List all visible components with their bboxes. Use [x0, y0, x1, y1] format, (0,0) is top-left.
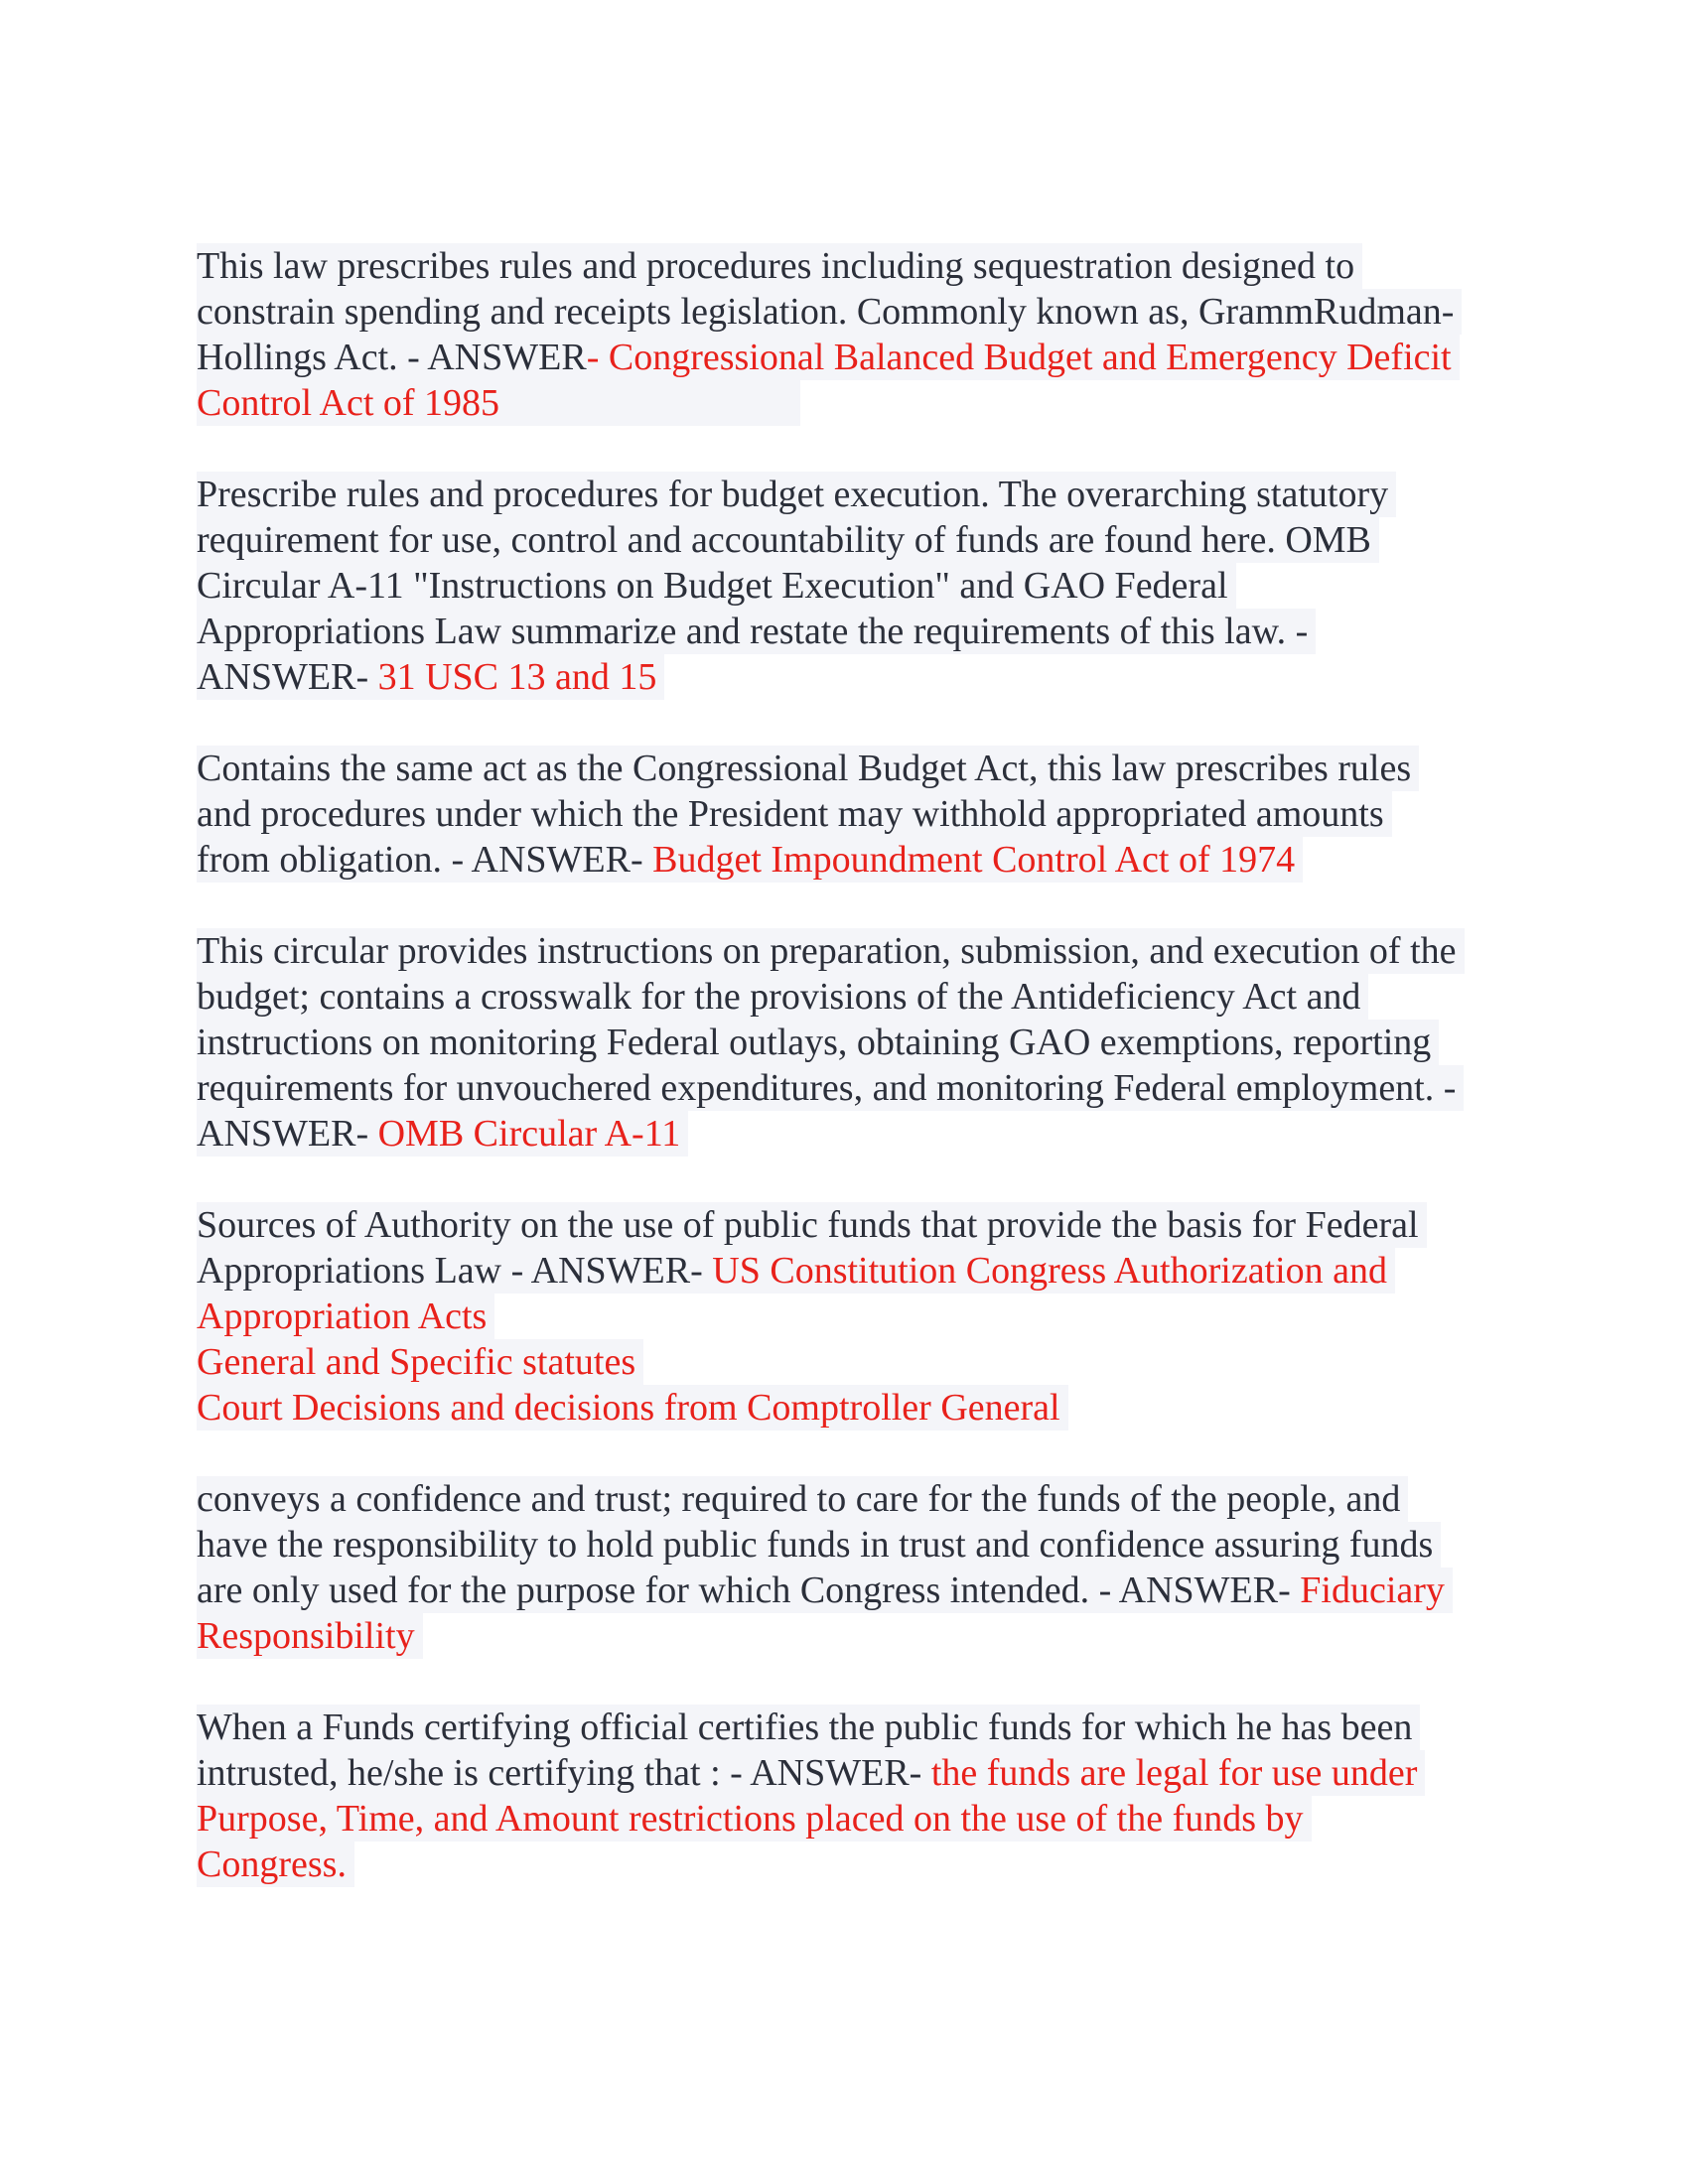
answer-line: Control Act of 1985 [197, 380, 800, 426]
question-text: Hollings Act. - ANSWER [197, 337, 587, 378]
qa-line-mixed [197, 335, 1460, 380]
question-line: and procedures under which the President may withhold appropriated amounts [197, 791, 1392, 837]
qa-item-3 [197, 746, 1497, 883]
question-line: Sources of Authority on the use of public funds that provide the basis for Federal [197, 1202, 1427, 1248]
answer-line: Responsibility [197, 1613, 423, 1659]
qa-line-mixed [197, 1568, 1453, 1613]
question-line: requirement for use, control and accountability of funds are found here. OMB [197, 517, 1379, 563]
question-line: have the responsibility to hold public funds in trust and confidence assuring funds [197, 1522, 1441, 1568]
document-page [197, 243, 1497, 1933]
question-line: Contains the same act as the Congressional Budget Act, this law prescribes rules [197, 746, 1419, 791]
answer-line: Court Decisions and decisions from Comptroller General [197, 1385, 1068, 1431]
answer-line: Congress. [197, 1842, 354, 1887]
question-text: are only used for the purpose for which Congress intended. - ANSWER- [197, 1570, 1301, 1611]
question-line: conveys a confidence and trust; required to care for the funds of the people, and [197, 1476, 1408, 1522]
answer-text: the funds are legal for use under [930, 1752, 1418, 1794]
qa-item-4 [197, 928, 1497, 1157]
answer-line: General and Specific statutes [197, 1339, 643, 1385]
question-text: intrusted, he/she is certifying that : - ANSWER- [197, 1752, 931, 1794]
question-text: ANSWER- [197, 656, 378, 698]
question-line: Circular A-11 "Instructions on Budget Execution" and GAO Federal [197, 563, 1236, 609]
answer-text: - Congressional Balanced Budget and Emergency Deficit [586, 337, 1452, 378]
question-line: instructions on monitoring Federal outlays, obtaining GAO exemptions, reporting [197, 1020, 1439, 1065]
qa-line-mixed [197, 654, 664, 700]
answer-text: Budget Impoundment Control Act of 1974 [652, 839, 1296, 881]
qa-item-1 [197, 243, 1497, 426]
qa-item-5 [197, 1202, 1497, 1431]
question-line: constrain spending and receipts legislation. Commonly known as, GrammRudman- [197, 289, 1462, 335]
question-line: When a Funds certifying official certifies the public funds for which he has been [197, 1705, 1420, 1750]
answer-text: Fiduciary [1300, 1570, 1445, 1611]
answer-text: 31 USC 13 and 15 [377, 656, 657, 698]
answer-text: US Constitution Congress Authorization and [712, 1250, 1388, 1292]
question-line: Prescribe rules and procedures for budget execution. The overarching statutory [197, 472, 1396, 517]
answer-line: Appropriation Acts [197, 1294, 494, 1339]
question-line: This law prescribes rules and procedures including sequestration designed to [197, 243, 1362, 289]
question-text: from obligation. - ANSWER- [197, 839, 653, 881]
question-line: budget; contains a crosswalk for the provisions of the Antideficiency Act and [197, 974, 1368, 1020]
qa-item-6 [197, 1476, 1497, 1659]
question-line: requirements for unvouchered expenditures, and monitoring Federal employment. - [197, 1065, 1464, 1111]
qa-item-7 [197, 1705, 1497, 1887]
qa-line-mixed [197, 1750, 1425, 1796]
qa-item-2 [197, 472, 1497, 700]
qa-line-mixed [197, 837, 1303, 883]
answer-text: OMB Circular A-11 [377, 1113, 681, 1155]
answer-line: Purpose, Time, and Amount restrictions placed on the use of the funds by [197, 1796, 1312, 1842]
question-line: Appropriations Law summarize and restate the requirements of this law. - [197, 609, 1316, 654]
question-text: Appropriations Law - ANSWER- [197, 1250, 713, 1292]
qa-line-mixed [197, 1248, 1395, 1294]
question-text: ANSWER- [197, 1113, 378, 1155]
qa-line-mixed [197, 1111, 688, 1157]
question-line: This circular provides instructions on preparation, submission, and execution of the [197, 928, 1465, 974]
